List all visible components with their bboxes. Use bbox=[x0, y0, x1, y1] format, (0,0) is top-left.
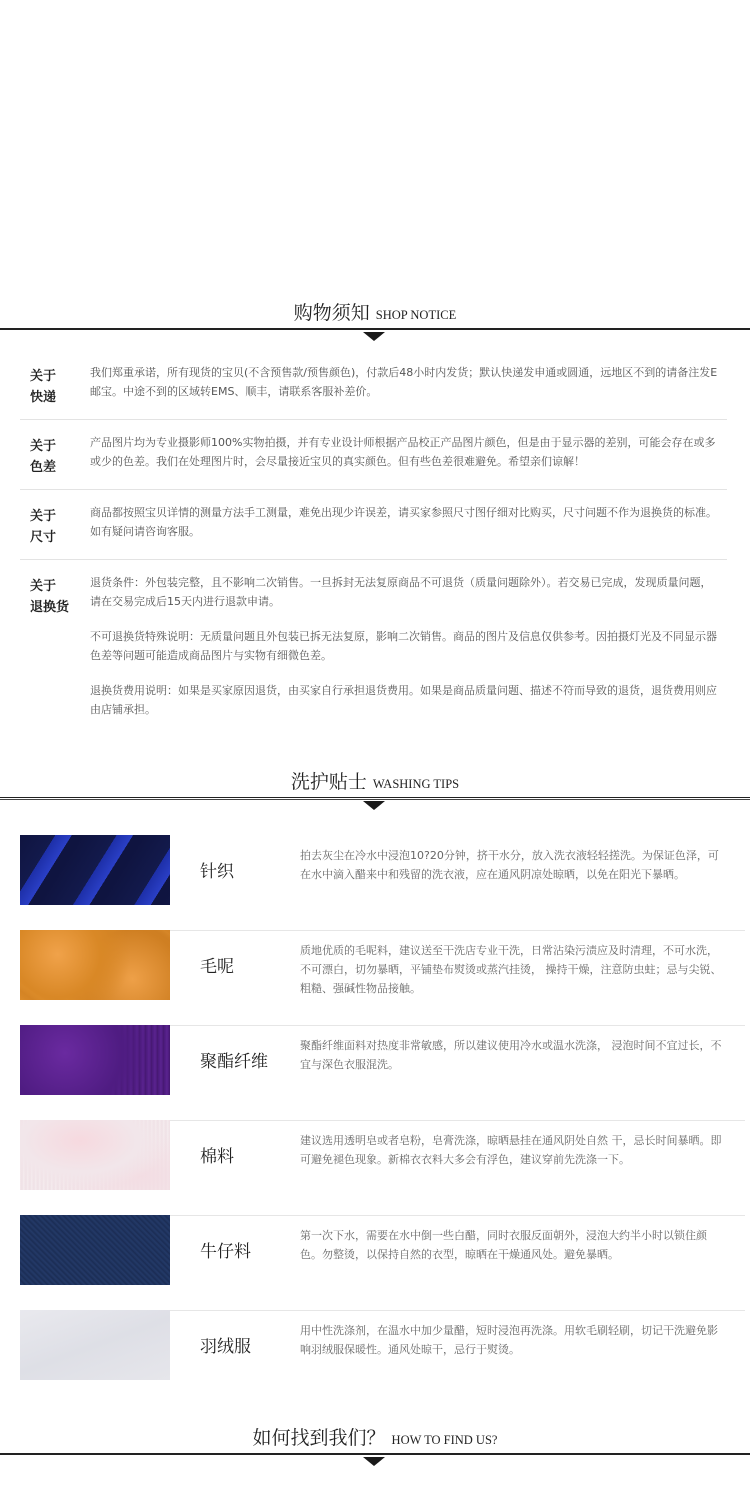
washing-tips-title-en: WASHING TIPS bbox=[372, 777, 460, 791]
washing-tips-heading bbox=[0, 767, 750, 794]
down-jacket-swatch-image bbox=[20, 1310, 170, 1380]
find-us-heading bbox=[0, 1423, 750, 1450]
wool-swatch-image bbox=[20, 930, 170, 1000]
find-us-title-en: HOW TO FIND US? bbox=[391, 1433, 498, 1447]
notice-text: 退货条件：外包装完整，且不影响二次销售。一旦拆封无法复原商品不可退货（质量问题除外）。若交易已完成，发现质量问题，请在交易完成后15天内进行退款申请。 不可退换货特殊说明：无质量问题且外包装已拆无法复原，影响二次销售。商品的图片及信息仅供参考。因拍摄灯光及不同显示器色差等问题可能造成商品图片与实物有细微色差。 退换货费用说明：如果是买家原因退货，由买家自行承担退货费用。如果是商品质量问题、描述不符而导致的退货，退货费用则应由店铺承担。 bbox=[90, 576, 717, 716]
shop-notice-title-cn: 购物须知 bbox=[293, 302, 370, 324]
washing-tips-divider bbox=[0, 797, 750, 800]
wash-row-wool bbox=[20, 930, 745, 1026]
wash-item-text: 第一次下水，需要在水中倒一些白醋，同时衣服反面朝外，浸泡大约半小时以锁住颜色。勿整烫，以保持自然的衣型，晾晒在干燥通风处。避免暴晒。 bbox=[300, 1229, 707, 1261]
find-us-title-cn: 如何找到我们？ bbox=[252, 1427, 386, 1449]
washing-tips-arrow-icon bbox=[363, 801, 385, 810]
wash-row-knit bbox=[20, 835, 745, 931]
notice-row-color bbox=[20, 420, 727, 490]
notice-label: 关于 尺寸 bbox=[30, 509, 57, 545]
find-us-arrow-icon bbox=[363, 1457, 385, 1466]
cotton-swatch-image bbox=[20, 1120, 170, 1190]
wash-item-text: 用中性洗涤剂，在温水中加少量醋，短时浸泡再洗涤。用软毛刷轻刷，切记干洗避免影响羽绒服保暖性。通风处晾干，忌行于熨烫。 bbox=[300, 1324, 718, 1356]
wash-row-polyester bbox=[20, 1025, 745, 1121]
wash-item-text: 建议选用透明皂或者皂粉，皂膏洗涤，晾晒悬挂在通风阴处自然 干，忌长时间暴晒。即可避免褪色现象。新棉衣衣料大多会有浮色，建议穿前先洗涤一下。 bbox=[300, 1134, 722, 1166]
notice-label: 关于 色差 bbox=[30, 439, 57, 475]
notice-row-express bbox=[20, 350, 727, 420]
polyester-swatch-image bbox=[20, 1025, 170, 1095]
shop-notice-divider bbox=[0, 328, 750, 330]
knit-swatch-image bbox=[20, 835, 170, 905]
wash-item-name: 毛呢 bbox=[200, 957, 234, 977]
wash-item-text: 拍去灰尘在冷水中浸泡10?20分钟，挤干水分，放入洗衣液轻轻搓洗。为保证色泽，可在水中滴入醋来中和残留的洗衣液，应在通风阴凉处晾晒，以免在阳光下暴晒。 bbox=[300, 849, 719, 881]
wash-item-name: 牛仔料 bbox=[200, 1242, 251, 1262]
wash-item-name: 棉料 bbox=[200, 1147, 234, 1167]
wash-item-text: 聚酯纤维面料对热度非常敏感，所以建议使用冷水或温水洗涤， 浸泡时间不宜过长，不宜与深色衣服混洗。 bbox=[300, 1039, 722, 1071]
washing-tips-title-cn: 洗护贴士 bbox=[290, 771, 367, 793]
wash-item-name: 针织 bbox=[200, 862, 234, 882]
wash-item-name: 聚酯纤维 bbox=[200, 1052, 268, 1072]
find-us-divider bbox=[0, 1453, 750, 1455]
notice-row-size bbox=[20, 490, 727, 560]
notice-label: 关于 退换货 bbox=[30, 579, 70, 615]
notice-text: 产品图片均为专业摄影师100%实物拍摄，并有专业设计师根据产品校正产品图片颜色，但是由于显示器的差别，可能会存在或多或少的色差。我们在处理图片时，会尽量接近宝贝的真实颜色。但有些色差很难避免。希望亲们谅解！ bbox=[90, 436, 716, 468]
wash-item-text: 质地优质的毛呢料，建议送至干洗店专业干洗，日常沾染污渍应及时清理，不可水洗，不可漂白，切勿暴晒，平铺垫布熨烫或蒸汽挂烫， 操持干燥，注意防虫蛀；忌与尖锐、粗糙、强碱性物品接触。 bbox=[300, 944, 722, 995]
wash-item-name: 羽绒服 bbox=[200, 1337, 251, 1357]
wash-row-denim bbox=[20, 1215, 745, 1311]
wash-row-cotton bbox=[20, 1120, 745, 1216]
wash-row-down-jacket bbox=[20, 1310, 745, 1405]
notice-label: 关于 快递 bbox=[30, 369, 57, 405]
notice-row-returns bbox=[20, 560, 727, 740]
shop-notice-heading bbox=[0, 298, 750, 325]
notice-text: 我们郑重承诺，所有现货的宝贝(不含预售款/预售颜色)，付款后48小时内发货；默认快递发申通或圆通，远地区不到的请备注发E邮宝。中途不到的区域转EMS、顺丰，请联系客服补差价。 bbox=[90, 366, 718, 398]
denim-swatch-image bbox=[20, 1215, 170, 1285]
shop-notice-title-en: SHOP NOTICE bbox=[375, 308, 457, 322]
notice-text: 商品都按照宝贝详情的测量方法手工测量，难免出现少许误差，请买家参照尺寸图仔细对比购买，尺寸问题不作为退换货的标准。如有疑问请咨询客服。 bbox=[90, 506, 717, 538]
shop-notice-arrow-icon bbox=[363, 332, 385, 341]
